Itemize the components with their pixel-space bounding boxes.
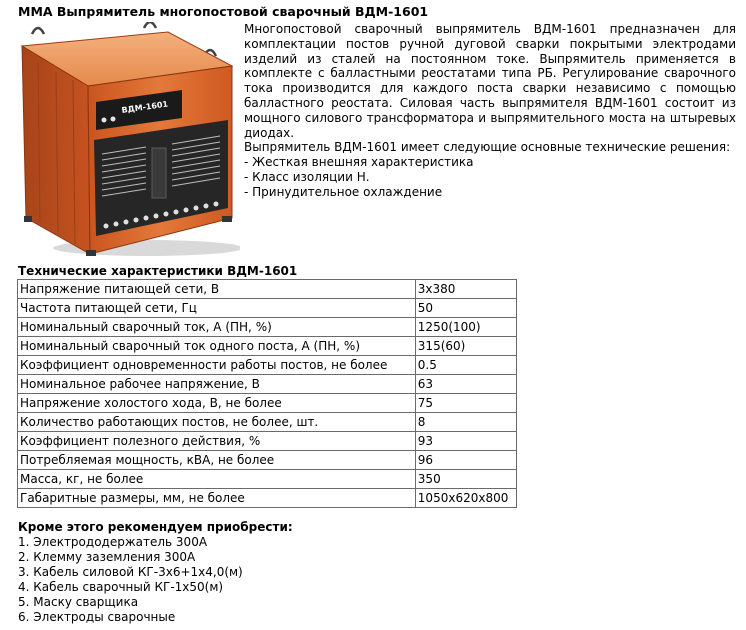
spec-value: 75	[415, 394, 516, 413]
spec-name: Масса, кг, не более	[18, 470, 416, 489]
spec-value: 3х380	[415, 280, 516, 299]
spec-value: 8	[415, 413, 516, 432]
table-row	[18, 394, 517, 413]
spec-name: Номинальное рабочее напряжение, В	[18, 375, 416, 394]
description-paragraph: Многопостовой сварочный выпрямитель ВДМ-1601 предназначен для комплектации постов ручной дуговой сварки покрытыми электродами изделий из сталей на постоянном токе. Выпрямитель применяется в комплекте с балластными реостатами типа РБ. Регулирование сварочного тока производится для каждого поста сварки независимо с помощью балластного реостата. Силовая часть выпрямителя ВДМ-1601 состоит из мощного силового трансформатора и выпрямительного моста на штыревых диодах.	[244, 22, 736, 140]
spec-name: Потребляемая мощность, кВА, не более	[18, 451, 416, 470]
table-row	[18, 337, 517, 356]
table-row	[18, 489, 517, 508]
panel-label: ВДМ-1601	[121, 99, 169, 115]
table-row	[18, 375, 517, 394]
spec-name: Габаритные размеры, мм, не более	[18, 489, 416, 508]
list-item: 3. Кабель силовой КГ-3х6+1х4,0(м)	[18, 565, 243, 579]
spec-name: Номинальный сварочный ток одного поста, А (ПН, %)	[18, 337, 416, 356]
feature-list	[244, 155, 736, 199]
recommend-list	[18, 535, 243, 625]
description-paragraph: Выпрямитель ВДМ-1601 имеет следующие основные технические решения:	[244, 140, 731, 155]
spec-value: 63	[415, 375, 516, 394]
spec-value: 0.5	[415, 356, 516, 375]
specs-heading: Технические характеристики ВДМ-1601	[18, 264, 298, 278]
spec-name: Напряжение холостого хода, В, не более	[18, 394, 416, 413]
feature-item: - Жесткая внешняя характеристика	[244, 155, 474, 170]
list-item: 1. Электрододержатель 300А	[18, 535, 208, 549]
spec-value: 93	[415, 432, 516, 451]
specs-table	[17, 279, 517, 508]
spec-name: Напряжение питающей сети, В	[18, 280, 416, 299]
feature-item: - Принудительное охлаждение	[244, 184, 443, 199]
list-item: 5. Маску сварщика	[18, 595, 139, 609]
spec-name: Коэффициент полезного действия, %	[18, 432, 416, 451]
table-row	[18, 451, 517, 470]
spec-value: 1050х620х800	[415, 489, 516, 508]
recommend-heading: Кроме этого рекомендуем приобрести:	[18, 520, 293, 534]
spec-name: Коэффициент одновременности работы постов, не более	[18, 356, 416, 375]
table-row	[18, 432, 517, 451]
spec-value: 96	[415, 451, 516, 470]
feature-item: - Класс изоляции Н.	[244, 169, 370, 184]
spec-value: 50	[415, 299, 516, 318]
table-row	[18, 356, 517, 375]
table-row	[18, 299, 517, 318]
spec-name: Номинальный сварочный ток, А (ПН, %)	[18, 318, 416, 337]
table-row	[18, 413, 517, 432]
table-row	[18, 470, 517, 489]
table-row	[18, 280, 517, 299]
table-row	[18, 318, 517, 337]
list-item: 6. Электроды сварочные	[18, 610, 176, 624]
spec-name: Количество работающих постов, не более, шт.	[18, 413, 416, 432]
list-item: 2. Клемму заземления 300А	[18, 550, 196, 564]
spec-name: Частота питающей сети, Гц	[18, 299, 416, 318]
spec-value: 1250(100)	[415, 318, 516, 337]
spec-value: 350	[415, 470, 516, 489]
product-image	[18, 22, 240, 262]
product-description	[244, 22, 736, 200]
page-title: ММА Выпрямитель многопостовой сварочный ВДМ-1601	[18, 4, 429, 19]
spec-value: 315(60)	[415, 337, 516, 356]
list-item: 4. Кабель сварочный КГ-1х50(м)	[18, 580, 224, 594]
